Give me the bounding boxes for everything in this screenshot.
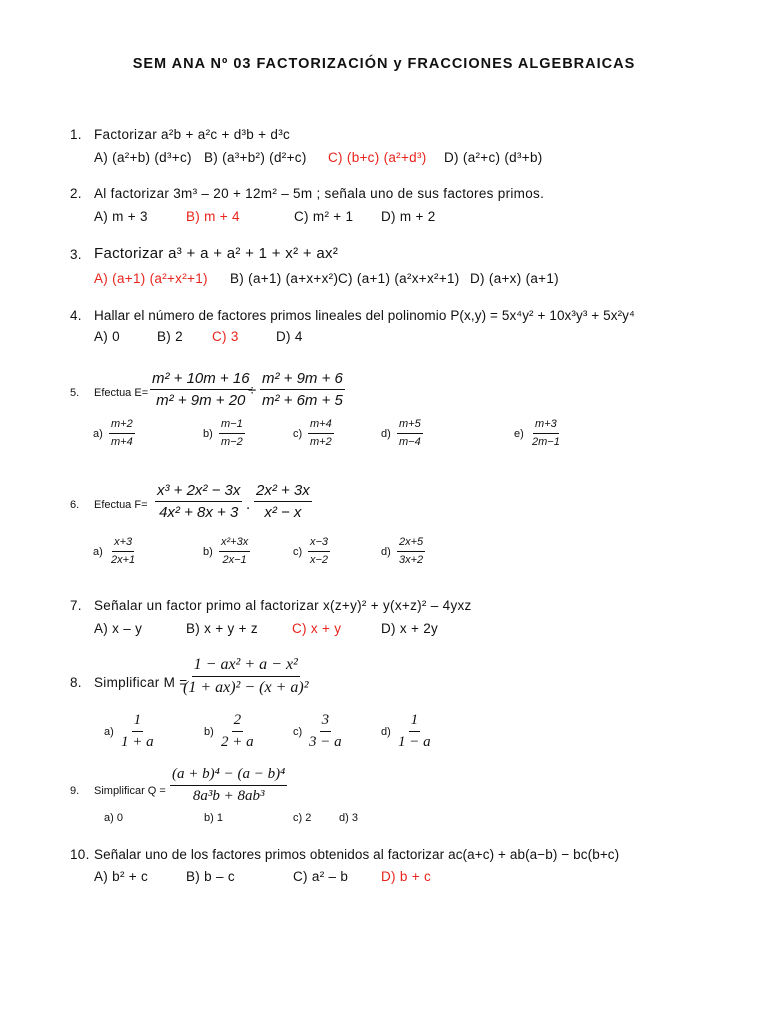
q5-option-c-den: m+2 bbox=[310, 436, 332, 448]
q6-fraction-1-denominator: 4x² + 8x + 3 bbox=[159, 504, 239, 521]
q10-option-c: C) a² – b bbox=[293, 869, 349, 884]
q9-option-a: a) 0 bbox=[104, 812, 123, 824]
q6-option-b-letter: b) bbox=[203, 546, 213, 558]
q5-option-a-fraction bbox=[109, 419, 135, 448]
q6-option-d-num: 2x+5 bbox=[397, 537, 425, 552]
q9-fraction-numerator: (a + b)⁴ − (a − b)⁴ bbox=[170, 767, 287, 786]
q6-option-c-fraction bbox=[308, 537, 330, 566]
q8-option-d-fraction bbox=[396, 713, 433, 750]
q3-option-d: D) (a+x) (a+1) bbox=[470, 271, 559, 286]
q2-option-d: D) m + 2 bbox=[381, 209, 436, 224]
q6-label: Efectua F= bbox=[94, 499, 148, 511]
page-title: SEM ANA Nº 03 FACTORIZACIÓN y FRACCIONES ALGEBRAICAS bbox=[132, 56, 636, 72]
q2-option-a: A) m + 3 bbox=[94, 209, 148, 224]
q5-option-e-num: m+3 bbox=[533, 419, 559, 434]
q5-fraction-2-denominator: m² + 6m + 5 bbox=[262, 392, 343, 409]
q10-option-b: B) b – c bbox=[186, 869, 235, 884]
q5-option-b-fraction bbox=[219, 419, 245, 448]
q8-option-b-letter: b) bbox=[204, 726, 214, 738]
q8-option-c-den: 3 − a bbox=[309, 734, 342, 750]
q1-option-b: B) (a³+b²) (d²+c) bbox=[204, 150, 307, 165]
q9-option-d: d) 3 bbox=[339, 812, 358, 824]
q10-option-a: A) b² + c bbox=[94, 869, 149, 884]
q5-option-d-den: m−4 bbox=[399, 436, 421, 448]
q5-option-e-letter: e) bbox=[514, 428, 524, 440]
q10-statement: Señalar uno de los factores primos obtenidos al factorizar ac(a+c) + ab(a−b) − bc(b+c) bbox=[94, 847, 620, 862]
q1-option-d: D) (a²+c) (d³+b) bbox=[444, 150, 543, 165]
q9-label: Simplificar Q = bbox=[94, 785, 166, 797]
q8-fraction-numerator: 1 − ax² + a − x² bbox=[192, 657, 300, 677]
q5-label: Efectua E= bbox=[94, 387, 149, 399]
q6-fraction-2 bbox=[254, 483, 312, 520]
q6-option-b-den: 2x−1 bbox=[222, 554, 247, 566]
q6-option-a-letter: a) bbox=[93, 546, 103, 558]
q9-number: 9. bbox=[70, 785, 80, 797]
q8-option-d-letter: d) bbox=[381, 726, 391, 738]
q4-number: 4. bbox=[70, 308, 82, 323]
q3-statement: Factorizar a³ + a + a² + 1 + x² + ax² bbox=[94, 245, 339, 262]
q5-fraction-1-numerator: m² + 10m + 16 bbox=[150, 371, 252, 390]
q9-option-c: c) 2 bbox=[293, 812, 312, 824]
q5-option-c-fraction bbox=[308, 419, 334, 448]
q6-fraction-1-numerator: x³ + 2x² − 3x bbox=[155, 483, 242, 502]
q5-option-a-num: m+2 bbox=[109, 419, 135, 434]
q8-option-c-num: 3 bbox=[320, 713, 332, 732]
q8-option-b-fraction bbox=[219, 713, 256, 750]
q5-operator: ÷ bbox=[248, 382, 257, 399]
q4-option-b: B) 2 bbox=[157, 329, 183, 344]
q5-option-c-num: m+4 bbox=[308, 419, 334, 434]
q8-fraction bbox=[181, 657, 311, 696]
q5-option-c-letter: c) bbox=[293, 428, 303, 440]
q6-option-d-letter: d) bbox=[381, 546, 391, 558]
q5-option-e-fraction bbox=[530, 419, 562, 448]
q6-fraction-2-numerator: 2x² + 3x bbox=[254, 483, 312, 502]
q4-option-d: D) 4 bbox=[276, 329, 303, 344]
q10-option-d-answer: D) b + c bbox=[381, 869, 432, 884]
q8-option-a-den: 1 + a bbox=[121, 734, 154, 750]
q10-number: 10. bbox=[70, 847, 90, 862]
q1-option-c-answer: C) (b+c) (a²+d³) bbox=[328, 150, 427, 165]
q7-statement: Señalar un factor primo al factorizar x(z+y)² + y(x+z)² – 4yxz bbox=[94, 598, 472, 613]
q6-number: 6. bbox=[70, 499, 80, 511]
q3-number: 3. bbox=[70, 247, 82, 262]
q6-option-c-den: x−2 bbox=[310, 554, 329, 566]
q7-option-a: A) x – y bbox=[94, 621, 143, 636]
q5-number: 5. bbox=[70, 387, 80, 399]
q6-fraction-2-denominator: x² − x bbox=[264, 504, 302, 521]
q4-option-a: A) 0 bbox=[94, 329, 120, 344]
q8-option-d-den: 1 − a bbox=[398, 734, 431, 750]
q1-number: 1. bbox=[70, 127, 82, 142]
q3-option-b: B) (a+1) (a+x+x²) bbox=[230, 271, 339, 286]
q6-option-c-num: x−3 bbox=[308, 537, 330, 552]
q6-option-d-fraction bbox=[397, 537, 425, 566]
q5-option-d-num: m+5 bbox=[397, 419, 423, 434]
q6-fraction-1 bbox=[155, 483, 242, 520]
q5-option-b-letter: b) bbox=[203, 428, 213, 440]
q4-statement: Hallar el número de factores primos lineales del polinomio P(x,y) = 5x⁴y² + 10x³y³ + 5x²y⁴ bbox=[94, 308, 635, 323]
q7-option-d: D) x + 2y bbox=[381, 621, 439, 636]
q5-option-d-letter: d) bbox=[381, 428, 391, 440]
q6-option-a-den: 2x+1 bbox=[111, 554, 136, 566]
q5-option-a-den: m+4 bbox=[111, 436, 133, 448]
q2-statement: Al factorizar 3m³ – 20 + 12m² – 5m ; señala uno de sus factores primos. bbox=[94, 186, 545, 201]
q9-option-b: b) 1 bbox=[204, 812, 223, 824]
q2-number: 2. bbox=[70, 186, 82, 201]
q8-number: 8. bbox=[70, 675, 82, 690]
q5-fraction-1-denominator: m² + 9m + 20 bbox=[156, 392, 246, 409]
q8-option-b-den: 2 + a bbox=[221, 734, 254, 750]
q8-option-b-num: 2 bbox=[232, 713, 244, 732]
q8-option-a-letter: a) bbox=[104, 726, 114, 738]
q8-option-c-fraction bbox=[307, 713, 344, 750]
q6-option-a-fraction bbox=[109, 537, 137, 566]
q4-option-c-answer: C) 3 bbox=[212, 329, 239, 344]
q7-option-c-answer: C) x + y bbox=[292, 621, 342, 636]
q6-option-b-num: x²+3x bbox=[219, 537, 250, 552]
q7-option-b: B) x + y + z bbox=[186, 621, 258, 636]
q8-fraction-denominator: (1 + ax)² − (x + a)² bbox=[183, 679, 309, 696]
q6-option-d-den: 3x+2 bbox=[399, 554, 424, 566]
q3-option-c: C) (a+1) (a²x+x²+1) bbox=[338, 271, 460, 286]
q9-fraction-denominator: 8a³b + 8ab³ bbox=[192, 788, 265, 804]
q6-option-b-fraction bbox=[219, 537, 250, 566]
q9-fraction bbox=[170, 767, 287, 804]
q8-label: Simplificar M = bbox=[94, 675, 188, 690]
q1-option-a: A) (a²+b) (d³+c) bbox=[94, 150, 192, 165]
q5-option-e-den: 2m−1 bbox=[532, 436, 560, 448]
q2-option-c: C) m² + 1 bbox=[294, 209, 354, 224]
q5-option-b-den: m−2 bbox=[221, 436, 243, 448]
q3-option-a-answer: A) (a+1) (a²+x²+1) bbox=[94, 271, 208, 286]
q2-option-b-answer: B) m + 4 bbox=[186, 209, 240, 224]
q8-option-a-fraction bbox=[119, 713, 156, 750]
q6-option-a-num: x+3 bbox=[112, 537, 134, 552]
q8-option-d-num: 1 bbox=[409, 713, 421, 732]
q5-option-b-num: m−1 bbox=[219, 419, 245, 434]
q5-fraction-1 bbox=[150, 371, 252, 408]
q7-number: 7. bbox=[70, 598, 82, 613]
q5-fraction-2-numerator: m² + 9m + 6 bbox=[260, 371, 345, 390]
q5-fraction-2 bbox=[260, 371, 345, 408]
q6-operator: . bbox=[246, 496, 251, 513]
q5-option-d-fraction bbox=[397, 419, 423, 448]
q6-option-c-letter: c) bbox=[293, 546, 303, 558]
q5-option-a-letter: a) bbox=[93, 428, 103, 440]
q1-statement: Factorizar a²b + a²c + d³b + d³c bbox=[94, 127, 291, 142]
q8-option-c-letter: c) bbox=[293, 726, 303, 738]
q8-option-a-num: 1 bbox=[132, 713, 144, 732]
